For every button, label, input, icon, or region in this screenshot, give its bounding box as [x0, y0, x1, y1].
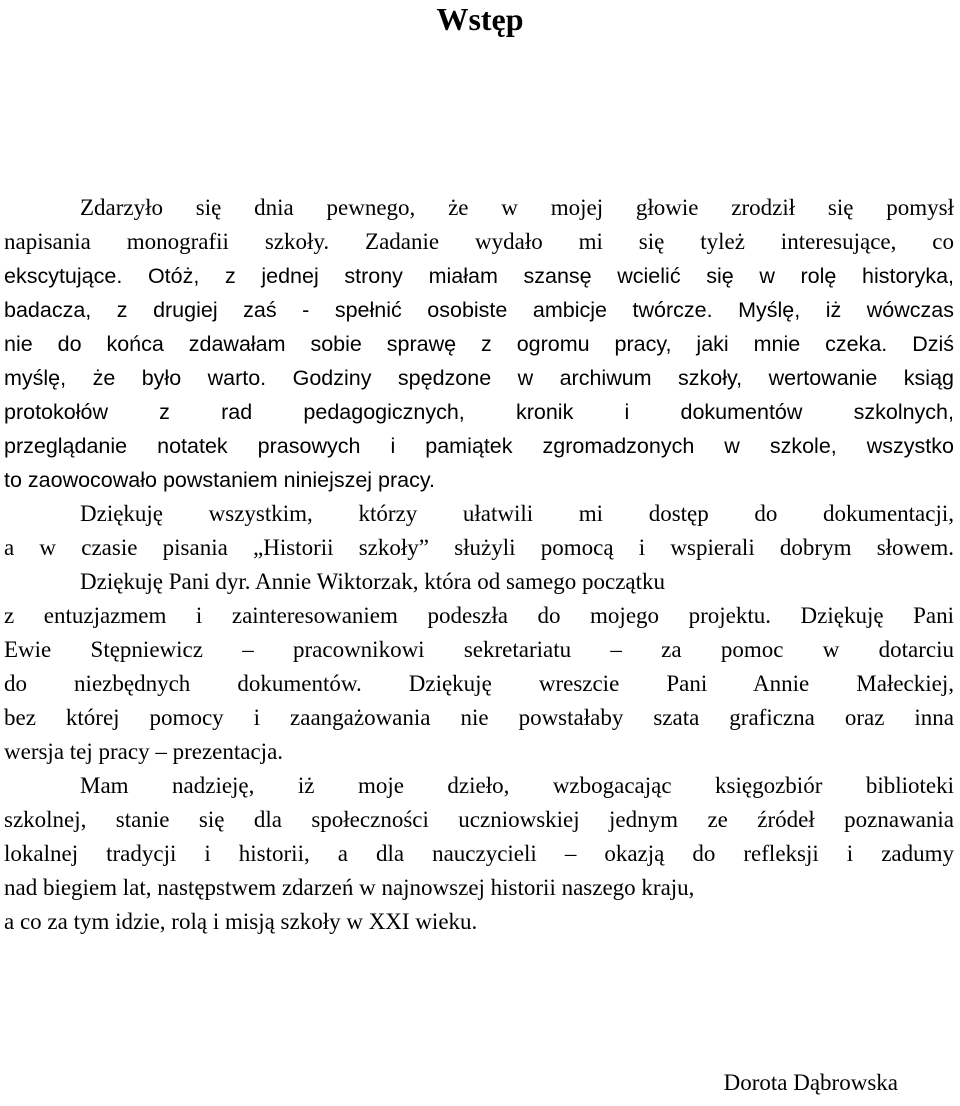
author-signature: Dorota Dąbrowska — [723, 1070, 898, 1095]
text-line: szkolnej, stanie się dla społeczności uczniowskiej jednym ze źródeł poznawania — [4, 807, 954, 832]
text-line: myślę, że było warto. Godziny spędzone w archiwum szkoły, wertowanie ksiąg — [4, 366, 954, 390]
introduction-text — [4, 191, 954, 939]
text-line: a co za tym idzie, rolą i misją szkoły w XXI wieku. — [4, 909, 478, 934]
text-line: Ewie Stępniewicz – pracownikowi sekretariatu – za pomoc w dotarciu — [4, 637, 954, 662]
text-line: do niezbędnych dokumentów. Dziękuję wreszcie Pani Annie Małeckiej, — [4, 671, 954, 696]
text-line: a w czasie pisania „Historii szkoły” służyli pomocą i wspierali dobrym słowem. — [4, 535, 954, 560]
text-line: nad biegiem lat, następstwem zdarzeń w najnowszej historii naszego kraju, — [4, 875, 695, 900]
text-line: nie do końca zdawałam sobie sprawę z ogromu pracy, jaki mnie czeka. Dziś — [4, 332, 954, 356]
text-line: Zdarzyło się dnia pewnego, że w mojej głowie zrodził się pomysł — [80, 195, 954, 220]
page-title: Wstęp — [436, 1, 524, 37]
text-line: Dziękuję wszystkim, którzy ułatwili mi dostęp do dokumentacji, — [80, 501, 954, 526]
text-line: bez której pomocy i zaangażowania nie powstałaby szata graficzna oraz inna — [4, 705, 954, 730]
text-line: Dziękuję Pani dyr. Annie Wiktorzak, która od samego początku — [80, 569, 665, 594]
text-line: protokołów z rad pedagogicznych, kronik i dokumentów szkolnych, — [4, 400, 954, 424]
text-line: z entuzjazmem i zainteresowaniem podeszła do mojego projektu. Dziękuję Pani — [4, 603, 954, 628]
text-line: to zaowocowało powstaniem niniejszej pracy. — [4, 468, 436, 492]
text-line: napisania monografii szkoły. Zadanie wydało mi się tyleż interesujące, co — [4, 229, 954, 254]
text-line: Mam nadzieję, iż moje dzieło, wzbogacając księgozbiór biblioteki — [80, 773, 954, 798]
text-line: przeglądanie notatek prasowych i pamiątek zgromadzonych w szkole, wszystko — [4, 434, 954, 458]
text-line: lokalnej tradycji i historii, a dla nauczycieli – okazją do refleksji i zadumy — [4, 841, 954, 866]
text-line: ekscytujące. Otóż, z jednej strony miałam szansę wcielić się w rolę historyka, — [4, 264, 954, 288]
text-line: wersja tej pracy – prezentacja. — [4, 739, 284, 764]
text-line: badacza, z drugiej zaś - spełnić osobiste ambicje twórcze. Myślę, iż wówczas — [4, 298, 954, 322]
